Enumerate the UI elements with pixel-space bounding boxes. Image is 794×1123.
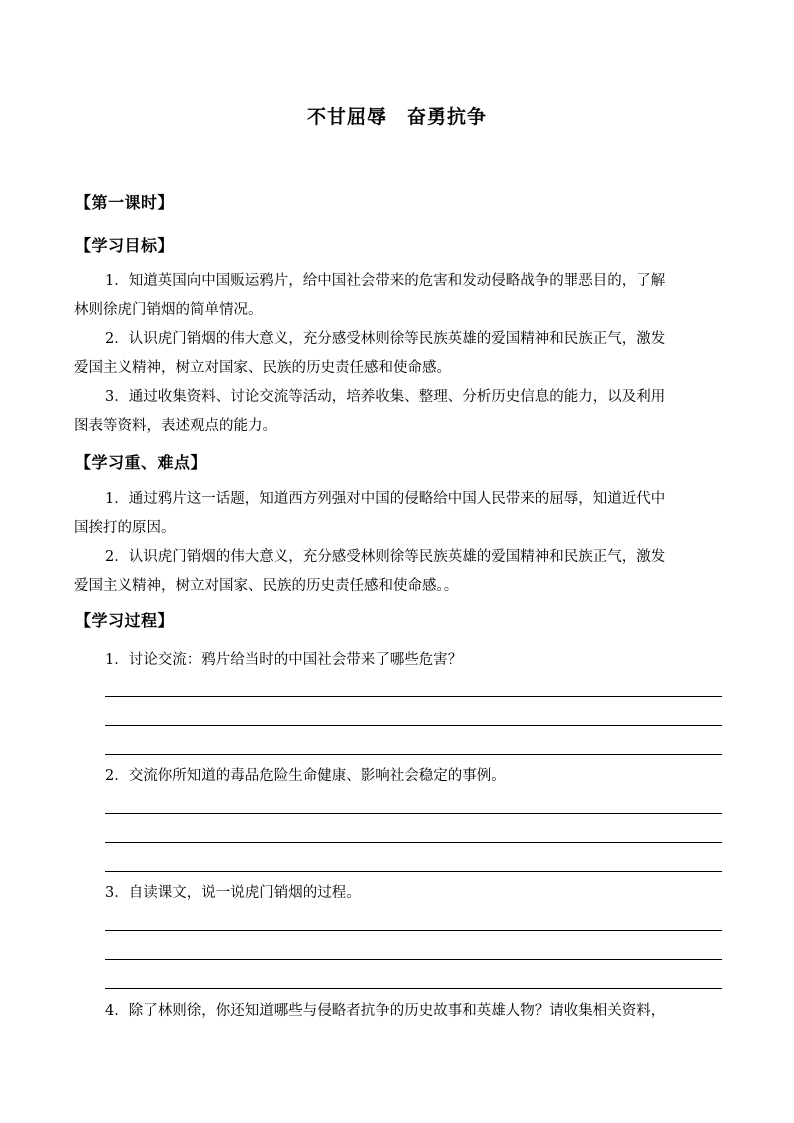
objective-item xyxy=(74,267,722,325)
question-2: 2．交流你所知道的毒品危险生命健康、影响社会稳定的事例。 xyxy=(105,768,506,784)
objective-item xyxy=(74,325,722,383)
objective-item xyxy=(74,383,722,441)
key-point-line: 1．通过鸦片这一话题，知道西方列强对中国的侵略给中国人民带来的屈辱，知道近代中 xyxy=(105,491,666,507)
objective-line: 林则徐虎门销烟的简单情况。 xyxy=(74,302,263,318)
lesson-heading: 【第一课时】 xyxy=(75,193,175,212)
page-title: 不甘屈辱 奋勇抗争 xyxy=(306,106,487,128)
question-1: 1．讨论交流：鸦片给当时的中国社会带来了哪些危害？ xyxy=(105,652,463,668)
question-3: 3．自读课文，说一说虎门销烟的过程。 xyxy=(105,885,361,901)
key-point-line: 国挨打的原因。 xyxy=(74,520,176,536)
answer-line[interactable] xyxy=(105,696,722,697)
answer-line[interactable] xyxy=(105,754,722,755)
key-point-item xyxy=(74,485,722,543)
objective-line: 3．通过收集资料、讨论交流等活动，培养收集、整理、分析历史信息的能力，以及利用 xyxy=(105,389,666,405)
answer-line[interactable] xyxy=(105,930,722,931)
objective-line: 1．知道英国向中国贩运鸦片，给中国社会带来的危害和发动侵略战争的罪恶目的，了解 xyxy=(105,273,666,289)
process-heading: 【学习过程】 xyxy=(75,611,175,630)
objective-line: 爱国主义精神，树立对国家、民族的历史责任感和使命感。 xyxy=(74,360,451,376)
key-point-line: 2．认识虎门销烟的伟大意义，充分感受林则徐等民族英雄的爱国精神和民族正气，激发 xyxy=(105,549,666,565)
objectives-heading: 【学习目标】 xyxy=(75,236,175,255)
answer-line[interactable] xyxy=(105,871,722,872)
objective-line: 图表等资料，表述观点的能力。 xyxy=(74,418,277,434)
key-points-heading: 【学习重、难点】 xyxy=(75,453,208,472)
answer-line[interactable] xyxy=(105,842,722,843)
answer-line[interactable] xyxy=(105,725,722,726)
answer-line[interactable] xyxy=(105,988,722,989)
answer-line[interactable] xyxy=(105,959,722,960)
answer-line[interactable] xyxy=(105,813,722,814)
objective-line: 2．认识虎门销烟的伟大意义，充分感受林则徐等民族英雄的爱国精神和民族正气，激发 xyxy=(105,331,666,347)
key-point-item xyxy=(74,543,722,601)
key-point-line: 爱国主义精神，树立对国家、民族的历史责任感和使命感。。 xyxy=(74,578,459,594)
question-4: 4．除了林则徐，你还知道哪些与侵略者抗争的历史故事和英雄人物？请收集相关资料， xyxy=(105,1003,666,1019)
